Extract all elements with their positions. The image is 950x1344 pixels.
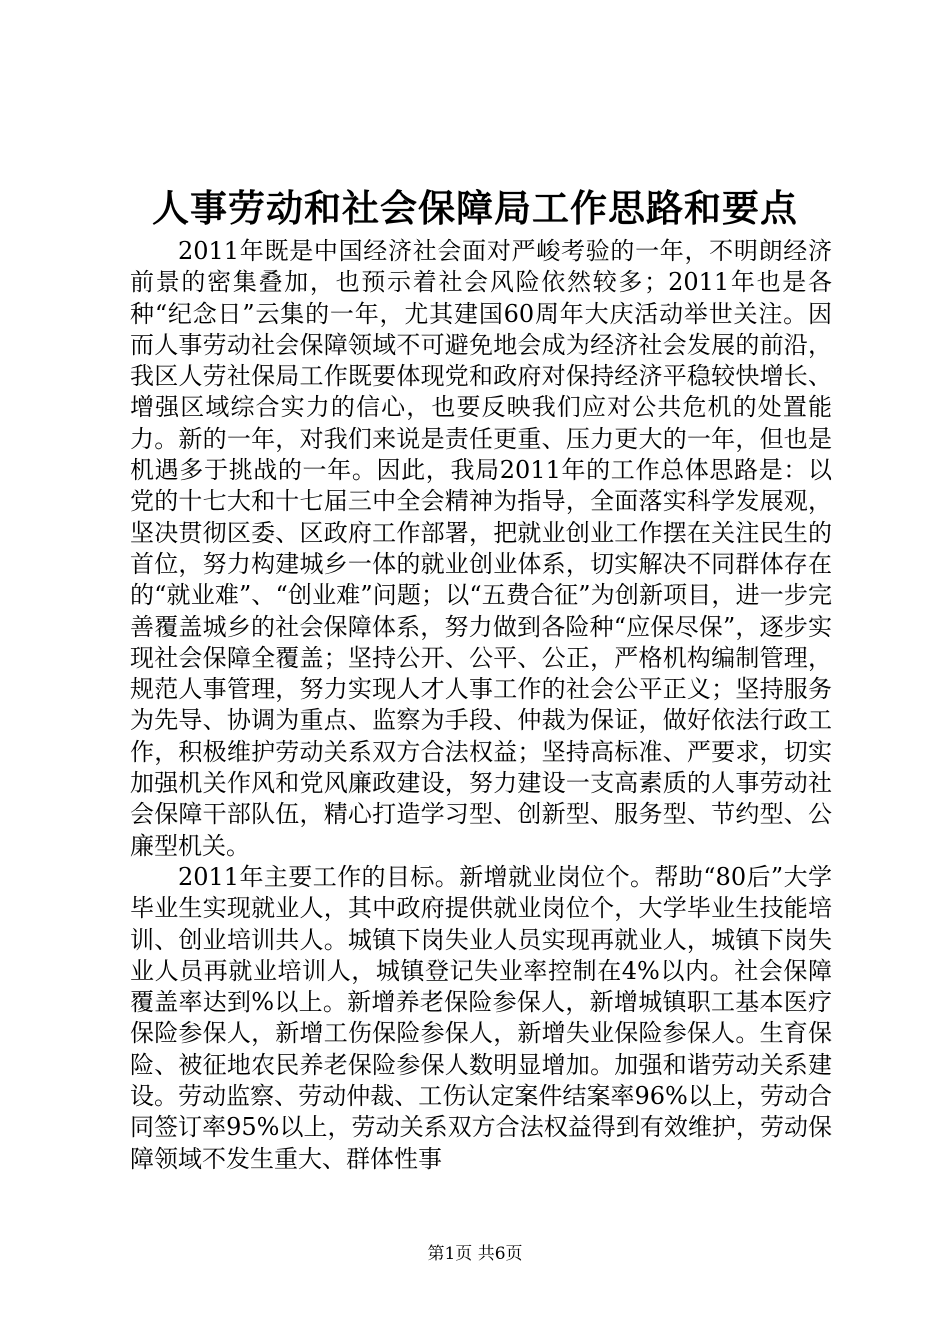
document-title: 人事劳动和社会保障局工作思路和要点: [152, 186, 798, 230]
page-number-footer: 第1页 共6页: [427, 1244, 523, 1264]
paragraph-work-approach: 2011年既是中国经济社会面对严峻考验的一年，不明朗经济前景的密集叠加，也预示着社会风险依然较多；2011年也是各种“纪念日”云集的一年，尤其建国60周年大庆活动举世关注。因而人事劳动社会保障领域不可避免地会成为经济社会发展的前沿，我区人劳社保局工作既要体现党和政府对保持经济平稳较快增长、增强区域综合实力的信心，也要反映我们应对公共危机的处置能力。新的一年，对我们来说是责任更重、压力更大的一年，但也是机遇多于挑战的一年。因此，我局2011年的工作总体思路是：以党的十七大和十七届三中全会精神为指导，全面落实科学发展观，坚决贯彻区委、区政府工作部署，把就业创业工作摆在关注民生的首位，努力构建城乡一体的就业创业体系，切实解决不同群体存在的“就业难”、“创业难”问题；以“五费合征”为创新项目，进一步完善覆盖城乡的社会保障体系，努力做到各险种“应保尽保”，逐步实现社会保障全覆盖；坚持公开、公平、公正，严格机构编制管理，规范人事管理，努力实现人才人事工作的社会公平正义；坚持服务为先导、协调为重点、监察为手段、仲裁为保证，做好依法行政工作，积极维护劳动关系双方合法权益；坚持高标准、严要求，切实加强机关作风和党风廉政建设，努力建设一支高素质的人事劳动社会保障干部队伍，精心打造学习型、创新型、服务型、节约型、公廉型机关。: [130, 237, 832, 860]
paragraph-work-goals: 2011年主要工作的目标。新增就业岗位个。帮助“80后”大学毕业生实现就业人，其中政府提供就业岗位个，大学毕业生技能培训、创业培训共人。城镇下岗失业人员实现再就业人，城镇下岗失业人员再就业培训人，城镇登记失业率控制在4%以内。社会保障覆盖率达到%以上。新增养老保险参保人，新增城镇职工基本医疗保险参保人，新增工伤保险参保人，新增失业保险参保人。生育保险、被征地农民养老保险参保人数明显增加。加强和谐劳动关系建设。劳动监察、劳动仲裁、工伤认定案件结案率96%以上，劳动合同签订率95%以上，劳动关系双方合法权益得到有效维护，劳动保障领域不发生重大、群体性事: [130, 862, 832, 1173]
document-body: [130, 236, 832, 1175]
